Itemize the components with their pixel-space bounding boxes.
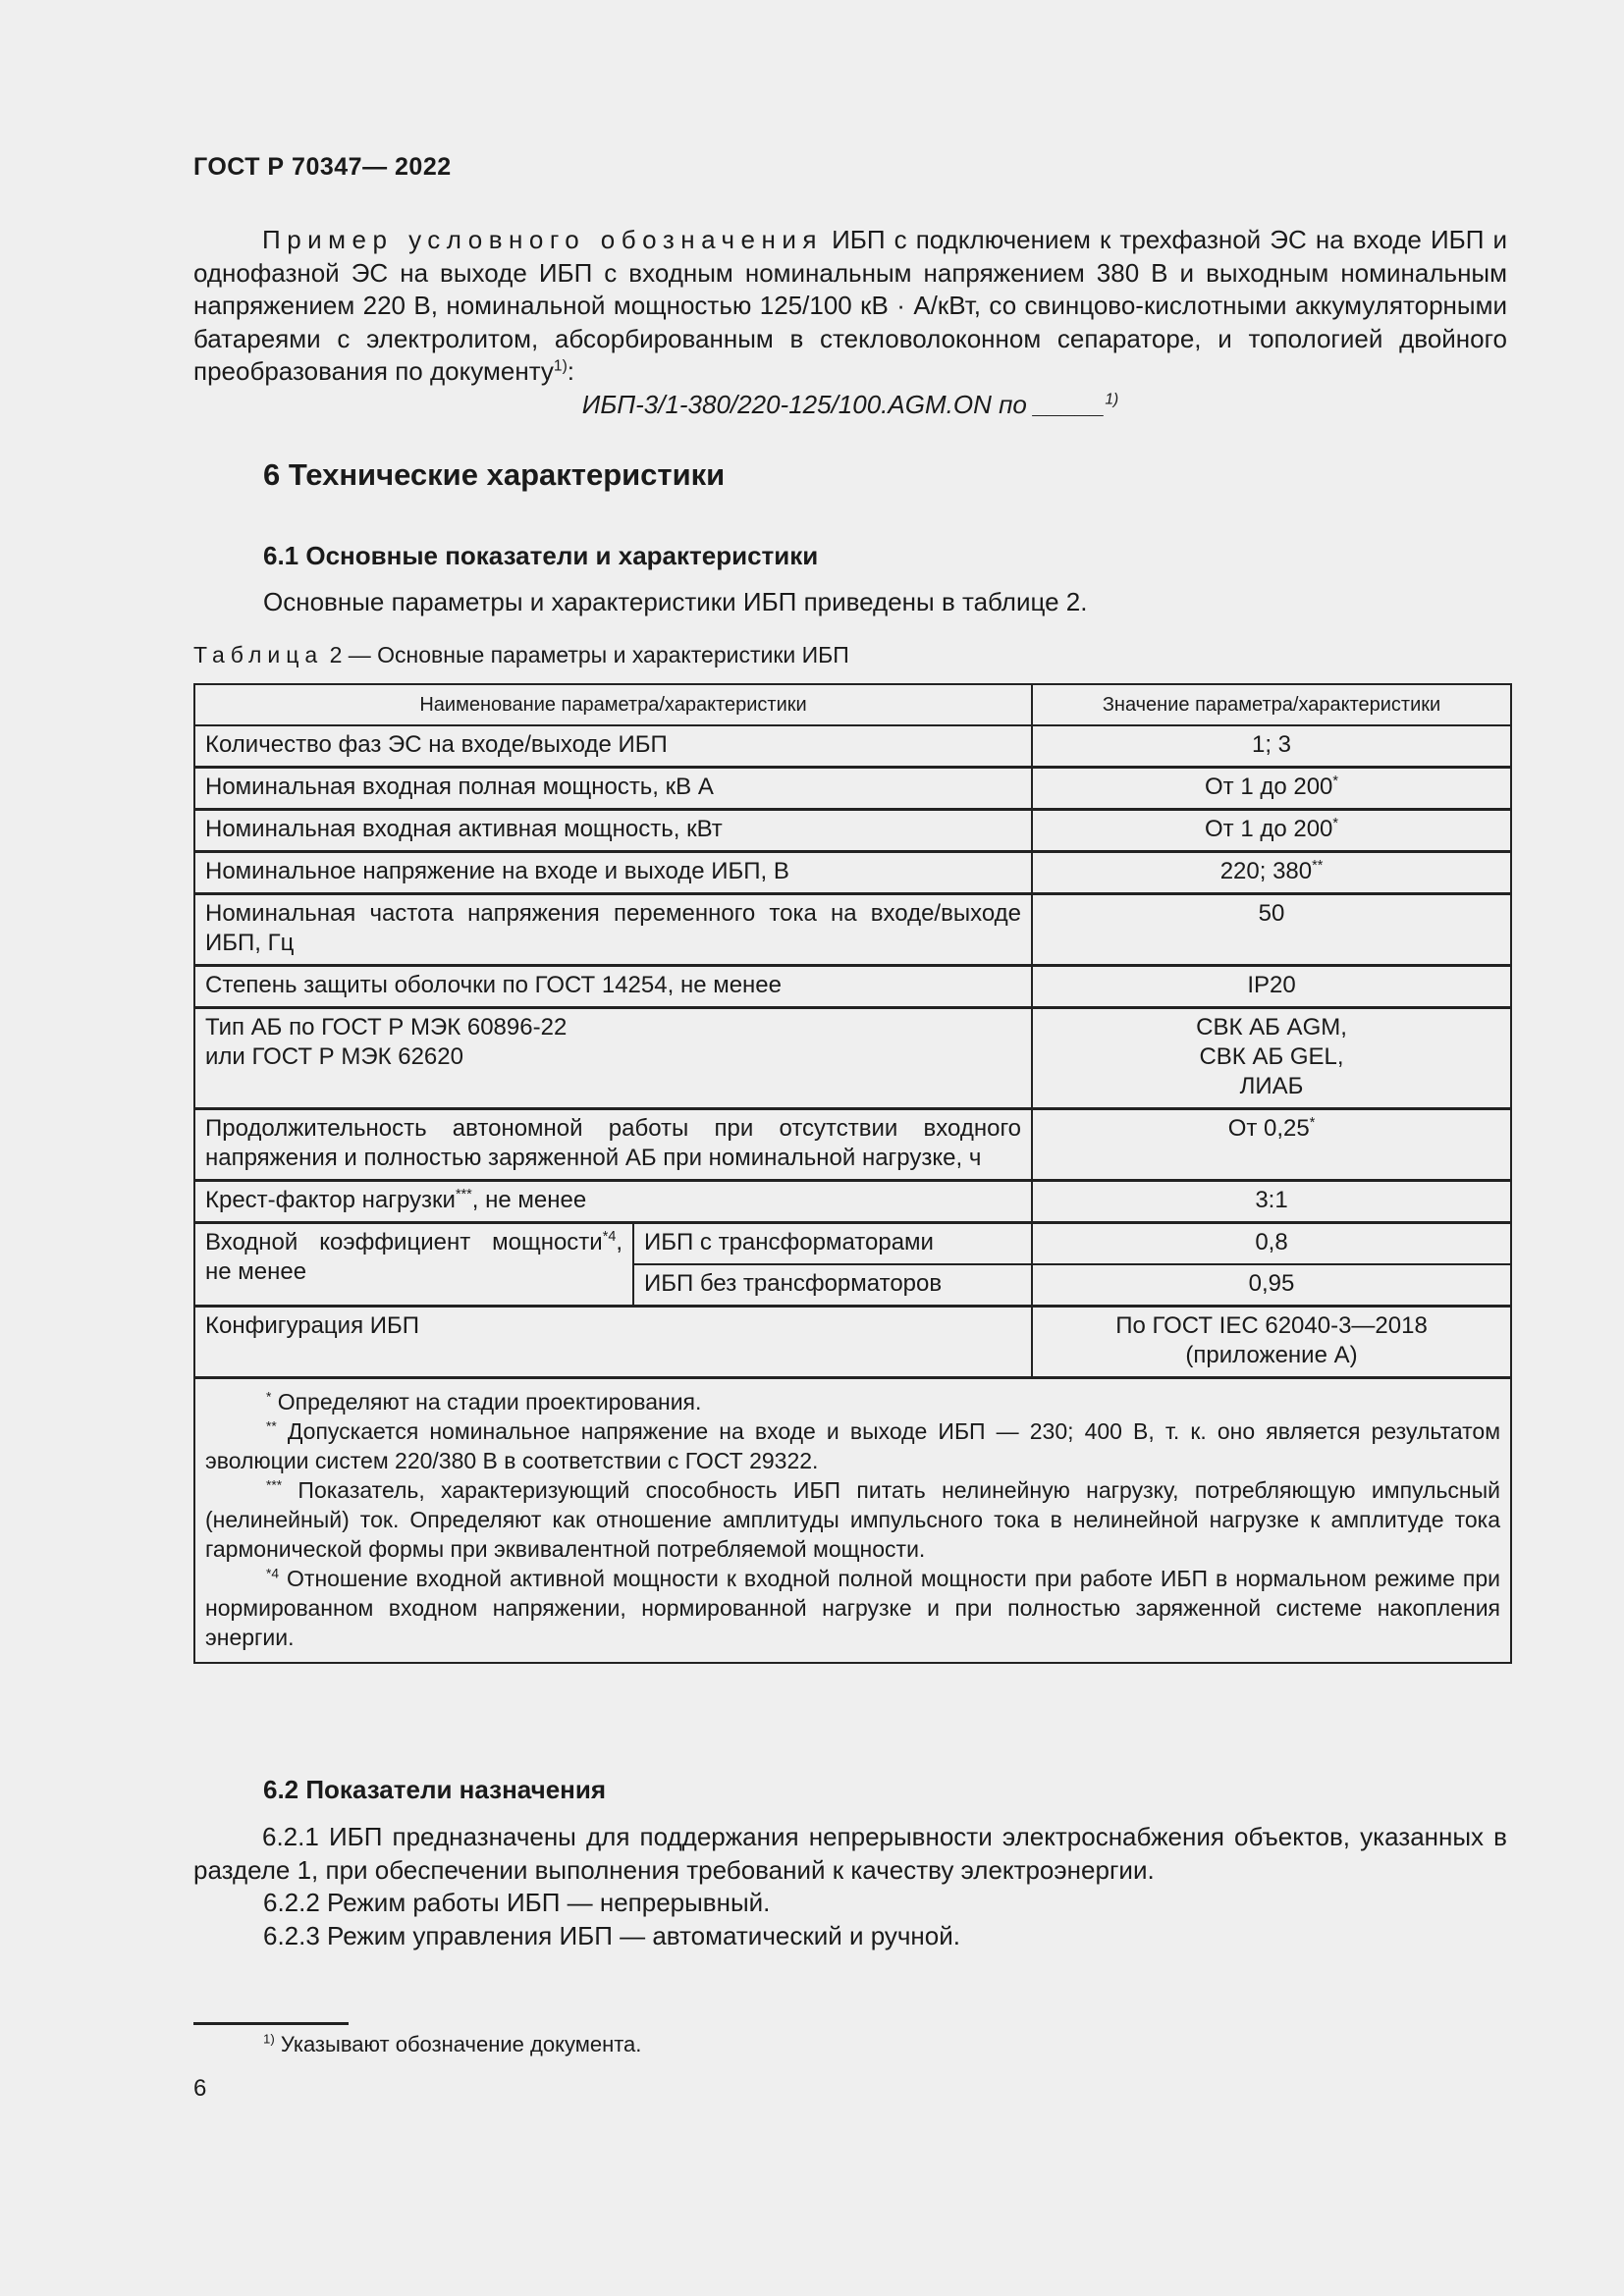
note-text: Допускается номинальное напряжение на входе и выходе ИБП — 230; 400 В, т. к. оно является результатом эволюции систем 220/380 В в соответствии с ГОСТ 29322. (205, 1418, 1501, 1473)
footnote-text: Указывают обозначение документа. (274, 2032, 642, 2056)
section-6-1-text: Основные параметры и характеристики ИБП приведены в таблице 2. (263, 587, 1088, 616)
table-row (194, 1307, 1511, 1378)
param-value-text: От 1 до 200 (1205, 774, 1333, 800)
battery-type-line: Тип АБ по ГОСТ Р МЭК 60896-22 (205, 1014, 568, 1041)
formula-text: ИБП-3/1-380/220-125/100.AGM.ON по _____ (581, 390, 1106, 419)
note-mark: *** (455, 1187, 472, 1202)
param-value-text: 1; 3 (1252, 731, 1292, 758)
param-name: Количество фаз ЭС на входе/выходе ИБП (194, 725, 1032, 768)
param-value (1032, 725, 1511, 768)
battery-option: СВК АБ AGM, (1196, 1014, 1347, 1041)
config-value-line: (приложение А) (1185, 1342, 1358, 1368)
table-row (194, 725, 1511, 768)
param-name-text: Входной коэффициент мощности (205, 1229, 603, 1255)
note-text: Определяют на стадии проектирования. (271, 1389, 702, 1415)
designation-formula (193, 389, 1507, 421)
param-name-text: , не менее (471, 1187, 587, 1213)
param-subname: ИБП без трансформаторов (633, 1264, 1032, 1307)
config-value-line: По ГОСТ IEC 62040-3—2018 (1115, 1312, 1428, 1339)
parameters-table (193, 683, 1512, 1664)
section-6-1-heading: 6.1 Основные показатели и характеристики (263, 541, 819, 570)
param-subname: ИБП с трансформаторами (633, 1223, 1032, 1265)
param-value: 0,95 (1032, 1264, 1511, 1307)
param-name-text: , не менее (205, 1229, 623, 1285)
param-name: Номинальное напряжение на входе и выходе ИБП, В (194, 852, 1032, 894)
battery-option: СВК АБ GEL, (1199, 1043, 1344, 1070)
table-notes (194, 1378, 1511, 1664)
table-row (194, 1223, 1511, 1265)
param-name: Продолжительность автономной работы при отсутствии входного напряжения и полностью заряженной АБ при номинальной нагрузке, ч (194, 1109, 1032, 1181)
table-row (194, 768, 1511, 810)
param-value-text: От 0,25 (1227, 1115, 1310, 1142)
footnote-separator (193, 2022, 349, 2025)
param-value (1032, 810, 1511, 852)
param-value-text: 220; 380 (1219, 858, 1313, 884)
clause-6-2-1: 6.2.1 ИБП предназначены для поддержания непрерывности электроснабжения объектов, указанных в разделе 1, при обеспечении выполнения требований к качеству электроэнергии. (193, 1822, 1507, 1885)
note-mark: * (1332, 774, 1339, 789)
note-mark: * (1309, 1115, 1316, 1131)
param-value (1032, 1109, 1511, 1181)
page-number: 6 (193, 2075, 207, 2102)
example-text-end: : (567, 356, 575, 386)
column-header-name: Наименование параметра/характеристики (194, 684, 1032, 725)
clause-6-2-3: 6.2.3 Режим управления ИБП — автоматический и ручной. (263, 1921, 960, 1950)
note-mark: *4 (266, 1566, 280, 1581)
param-value (1032, 852, 1511, 894)
param-value-text: От 1 до 200 (1205, 816, 1333, 842)
table-note (205, 1475, 1500, 1564)
param-name: Номинальная частота напряжения переменного тока на входе/выходе ИБП, Гц (194, 894, 1032, 966)
table-row (194, 1008, 1511, 1109)
param-name (194, 1223, 633, 1307)
note-mark: ** (1312, 858, 1324, 874)
battery-option: ЛИАБ (1239, 1073, 1304, 1099)
formula-footnote-ref: 1) (1105, 391, 1119, 408)
param-name: Степень защиты оболочки по ГОСТ 14254, не менее (194, 966, 1032, 1008)
battery-type-line: или ГОСТ Р МЭК 62620 (205, 1043, 463, 1070)
param-value: IP20 (1032, 966, 1511, 1008)
param-name: Номинальная входная активная мощность, кВт (194, 810, 1032, 852)
param-name-text: Крест-фактор нагрузки (205, 1187, 456, 1213)
param-name: Номинальная входная полная мощность, кВ А (194, 768, 1032, 810)
table-row (194, 810, 1511, 852)
table-row (194, 1181, 1511, 1223)
table-row (194, 966, 1511, 1008)
note-mark: *** (266, 1477, 283, 1493)
example-text: ИБП с подключением к трехфазной ЭС на входе ИБП и однофазной ЭС на выходе ИБП с входным номинальным напряжением 380 В и выходным номинальным напряжением 220 В, номинальной мощностью 125/100 кВ · А/кВт, со свинцово-кислотными аккумуляторными батареями с электролитом, абсорбированным в стекловолоконном сепараторе, и топологией двойного преобразования по документу (193, 225, 1508, 386)
note-text: Отношение входной активной мощности к входной полной мощности при работе ИБП в нормальном режиме при нормированном входном напряжении, нормированной нагрузке и при полностью заряженной системе накопления энергии. (205, 1566, 1501, 1650)
param-name (194, 1008, 1032, 1109)
column-header-value: Значение параметра/характеристики (1032, 684, 1511, 725)
clause-6-2-2: 6.2.2 Режим работы ИБП — непрерывный. (263, 1888, 771, 1917)
param-name: Конфигурация ИБП (194, 1307, 1032, 1378)
table-row (194, 1109, 1511, 1181)
param-value: 0,8 (1032, 1223, 1511, 1265)
table-row (194, 894, 1511, 966)
param-value (1032, 768, 1511, 810)
param-value: 50 (1032, 894, 1511, 966)
table-note (205, 1416, 1500, 1475)
section-6-heading: 6 Технические характеристики (263, 457, 726, 492)
note-text: Показатель, характеризующий способность ИБП питать нелинейную нагрузку, потребляющую импульсный (нелинейный) ток. Определяют как отношение амплитуды импульсного тока в нелинейной нагрузке к амплитуде тока гармонической формы при эквивалентной потребляемой мощности. (205, 1477, 1501, 1562)
table-header-row (194, 684, 1511, 725)
param-value (1032, 1307, 1511, 1378)
section-6-2-heading: 6.2 Показатели назначения (263, 1775, 607, 1804)
param-value (1032, 1008, 1511, 1109)
note-mark: ** (266, 1418, 277, 1434)
footnote-mark: 1) (263, 2031, 275, 2047)
table-note (205, 1564, 1500, 1652)
note-mark: *4 (602, 1229, 617, 1245)
page-footnote (263, 2032, 641, 2057)
example-label: Пример условного обозначения (262, 225, 823, 254)
table-notes-row (194, 1378, 1511, 1664)
note-mark: * (1332, 816, 1339, 831)
designation-example-paragraph (193, 224, 1507, 389)
footnote-ref: 1) (553, 357, 568, 375)
standard-header: ГОСТ Р 70347— 2022 (193, 153, 452, 181)
table-caption-label: Таблица (193, 642, 324, 667)
table-note (205, 1387, 1500, 1416)
table-caption-text: 2 — Основные параметры и характеристики ИБП (323, 642, 849, 667)
note-mark: * (266, 1389, 272, 1405)
param-name (194, 1181, 1032, 1223)
table-caption (193, 642, 849, 668)
table-row (194, 852, 1511, 894)
param-value: 3:1 (1032, 1181, 1511, 1223)
